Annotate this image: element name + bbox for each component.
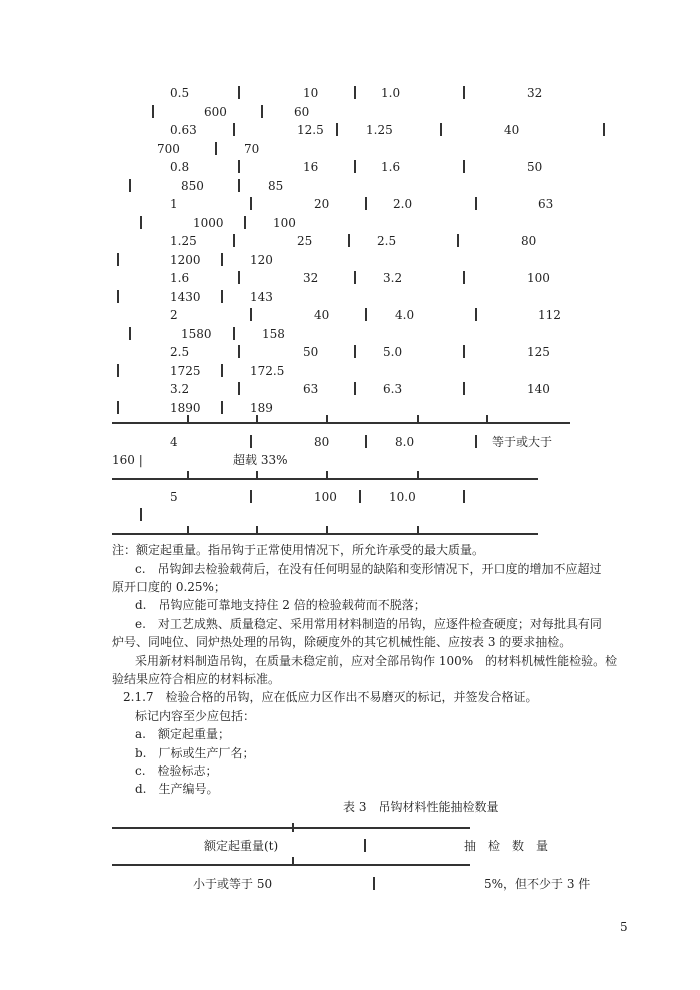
table-rule-tick: [292, 823, 294, 832]
table-separator: [250, 197, 252, 210]
column-header: 额定起重量(t): [204, 839, 279, 853]
table-separator: [354, 160, 356, 173]
cell-value: 112: [538, 308, 561, 322]
paragraph-line: e. 对工艺成熟、质量稳定、采用常用材料制造的吊钩，应逐件检查硬度；对每批具有同: [135, 617, 602, 631]
table-separator: [440, 123, 442, 136]
table-separator: [373, 877, 375, 890]
column-header: 抽 检 数 量: [464, 839, 549, 853]
cell-rated-load: 1.6: [170, 271, 190, 285]
table-separator: [475, 435, 477, 448]
cell-rated-load: 2: [170, 308, 178, 322]
table-separator: [129, 327, 131, 340]
cell-value: 172.5: [250, 363, 285, 378]
table-rule: [112, 827, 470, 829]
cell-value: 1000: [193, 215, 224, 230]
table-rule: [112, 864, 470, 866]
table-separator: [354, 86, 356, 99]
table-separator: [221, 401, 223, 414]
table-separator: [463, 490, 465, 503]
table-separator: [140, 216, 142, 229]
paragraph-line: 炉号、同吨位、同炉热处理的吊钩，除硬度外的其它机械性能、应按表 3 的要求抽检。: [112, 635, 572, 649]
table-separator: [365, 197, 367, 210]
table-separator: [221, 364, 223, 377]
table-separator: [117, 364, 119, 377]
cell-value: 2.0: [393, 197, 413, 211]
cell-value: 100: [273, 215, 296, 230]
table-separator: [261, 105, 263, 118]
cell-rated-load: 1: [170, 197, 178, 211]
page-number: 5: [620, 920, 628, 934]
cell-value: 32: [527, 86, 543, 100]
table-rule-tick: [292, 857, 294, 866]
cell-value: 700: [157, 141, 180, 156]
cell-value: 1200: [170, 252, 201, 267]
cell-value: 158: [262, 326, 285, 341]
cell-value: 63: [538, 197, 554, 211]
cell-value: 4.0: [395, 308, 415, 322]
table-separator: [463, 271, 465, 284]
table-separator: [457, 234, 459, 247]
paragraph-line: d. 吊钩应能可靠地支持住 2 倍的检验载荷而不脱落；: [135, 598, 426, 612]
table-separator: [233, 327, 235, 340]
table-rule: [112, 478, 538, 480]
cell-value: 16: [303, 160, 319, 174]
table-rule-tick: [417, 415, 419, 424]
table-title: 表 3 吊钩材料性能抽检数量: [343, 800, 499, 814]
table-separator: [336, 123, 338, 136]
table-rule: [112, 533, 538, 535]
table-separator: [354, 382, 356, 395]
cell-value: 50: [527, 160, 543, 174]
cell-rated-load: 0.5: [170, 86, 190, 100]
cell-value: 100: [527, 271, 550, 285]
paragraph-line: b. 厂标或生产厂名；: [135, 746, 255, 760]
cell-value: 20: [314, 197, 330, 211]
cell-value: 63: [303, 382, 319, 396]
table-separator: [365, 435, 367, 448]
cell-value: 600: [204, 104, 227, 119]
cell-value: 140: [527, 382, 550, 396]
cell-rated-load: 5: [170, 490, 178, 504]
table-rule-tick: [417, 471, 419, 480]
paragraph-line: 原开口度的 0.25%；: [112, 580, 226, 594]
cell-value: 1.0: [381, 86, 401, 100]
cell-value: 5.0: [383, 345, 403, 359]
cell-value: 12.5: [297, 123, 324, 137]
paragraph-line: 2.1.7 检验合格的吊钩，应在低应力区作出不易磨灭的标记，并签发合格证。: [123, 690, 538, 704]
cell-rated-load: 1.25: [170, 234, 197, 248]
table-separator: [463, 86, 465, 99]
table-rule-tick: [187, 415, 189, 424]
cell-value: 10.0: [389, 490, 416, 504]
table-separator: [117, 290, 119, 303]
cell-value: 80: [521, 234, 537, 248]
cell-value: 40: [314, 308, 330, 322]
cell-value: 1580: [181, 326, 212, 341]
cell-value: 5%，但不少于 3 件: [484, 877, 591, 891]
cell-value: 70: [244, 141, 260, 156]
cell-rated-load: 3.2: [170, 382, 190, 396]
cell-value: 100: [314, 490, 337, 504]
paragraph-line: d. 生产编号。: [135, 782, 219, 796]
table-rule-tick: [486, 415, 488, 424]
table-separator: [129, 179, 131, 192]
table-separator: [152, 105, 154, 118]
table-separator: [238, 382, 240, 395]
cell-rated-load: 0.8: [170, 160, 190, 174]
table-separator: [365, 308, 367, 321]
table-separator: [117, 401, 119, 414]
table-separator: [244, 216, 246, 229]
cell-value: 超载 33%: [233, 453, 288, 467]
cell-value: 6.3: [383, 382, 403, 396]
cell-value: 50: [303, 345, 319, 359]
cell-value: 189: [250, 400, 273, 415]
table-rule-tick: [187, 471, 189, 480]
table-separator: [233, 234, 235, 247]
table-rule-tick: [326, 415, 328, 424]
table-separator: [475, 197, 477, 210]
table-separator: [140, 508, 142, 521]
table-rule-tick: [256, 415, 258, 424]
paragraph-line: 采用新材料制造吊钩，在质量未稳定前，应对全部吊钩作 100% 的材料机械性能检验。检: [135, 654, 618, 668]
table-separator: [250, 435, 252, 448]
cell-value: 1.25: [366, 123, 393, 137]
table-separator: [354, 271, 356, 284]
cell-rated-load: 4: [170, 435, 178, 449]
cell-value: 8.0: [395, 435, 415, 449]
cell-value: 85: [268, 178, 284, 193]
table-separator: [221, 253, 223, 266]
table-separator: [238, 179, 240, 192]
paragraph-line: 注：额定起重量。指吊钩于正常使用情况下，所允许承受的最大质量。: [112, 543, 485, 557]
cell-value: 32: [303, 271, 319, 285]
table-rule-tick: [256, 526, 258, 535]
table-separator: [221, 290, 223, 303]
table-separator: [238, 160, 240, 173]
table-separator: [348, 234, 350, 247]
cell-value: 25: [297, 234, 313, 248]
cell-value: 等于或大于: [492, 435, 553, 449]
cell-value: 10: [303, 86, 319, 100]
table-separator: [359, 490, 361, 503]
table-separator: [238, 271, 240, 284]
cell-rated-load: 小于或等于 50: [193, 877, 273, 891]
table-separator: [364, 839, 366, 852]
table-rule-tick: [326, 526, 328, 535]
cell-value: 1890: [170, 400, 201, 415]
table-separator: [475, 308, 477, 321]
cell-value: 3.2: [383, 271, 403, 285]
cell-value: 850: [181, 178, 204, 193]
table-rule-tick: [256, 471, 258, 480]
cell-value: 60: [294, 104, 310, 119]
cell-value: 1725: [170, 363, 201, 378]
table-separator: [354, 345, 356, 358]
table-separator: [238, 86, 240, 99]
cell-value: 143: [250, 289, 273, 304]
table-rule: [112, 422, 570, 424]
table-separator: [233, 123, 235, 136]
cell-value: 1.6: [381, 160, 401, 174]
table-rule-tick: [417, 526, 419, 535]
table-rule-tick: [187, 526, 189, 535]
paragraph-line: a. 额定起重量；: [135, 727, 230, 741]
table-separator: [463, 382, 465, 395]
paragraph-line: c. 吊钩卸去检验载荷后，在没有任何明显的缺陷和变形情况下，开口度的增加不应超过: [135, 562, 602, 576]
table-rule-tick: [326, 471, 328, 480]
table-separator: [250, 308, 252, 321]
paragraph-line: 标记内容至少应包括：: [135, 709, 256, 723]
paragraph-line: 验结果应符合相应的材料标准。: [112, 672, 281, 686]
table-separator: [117, 253, 119, 266]
cell-value: 120: [250, 252, 273, 267]
cell-value: 125: [527, 345, 550, 359]
table-separator: [215, 142, 217, 155]
table-separator: [250, 490, 252, 503]
cell-rated-load: 0.63: [170, 123, 197, 137]
cell-value: 2.5: [377, 234, 397, 248]
cell-value: 80: [314, 435, 330, 449]
cell-rated-load: 2.5: [170, 345, 190, 359]
table-separator: [603, 123, 605, 136]
cell-value: 40: [504, 123, 520, 137]
cell-value: 160 |: [112, 453, 143, 467]
table-separator: [463, 160, 465, 173]
paragraph-line: c. 检验标志；: [135, 764, 218, 778]
table-separator: [238, 345, 240, 358]
table-separator: [463, 345, 465, 358]
cell-value: 1430: [170, 289, 201, 304]
